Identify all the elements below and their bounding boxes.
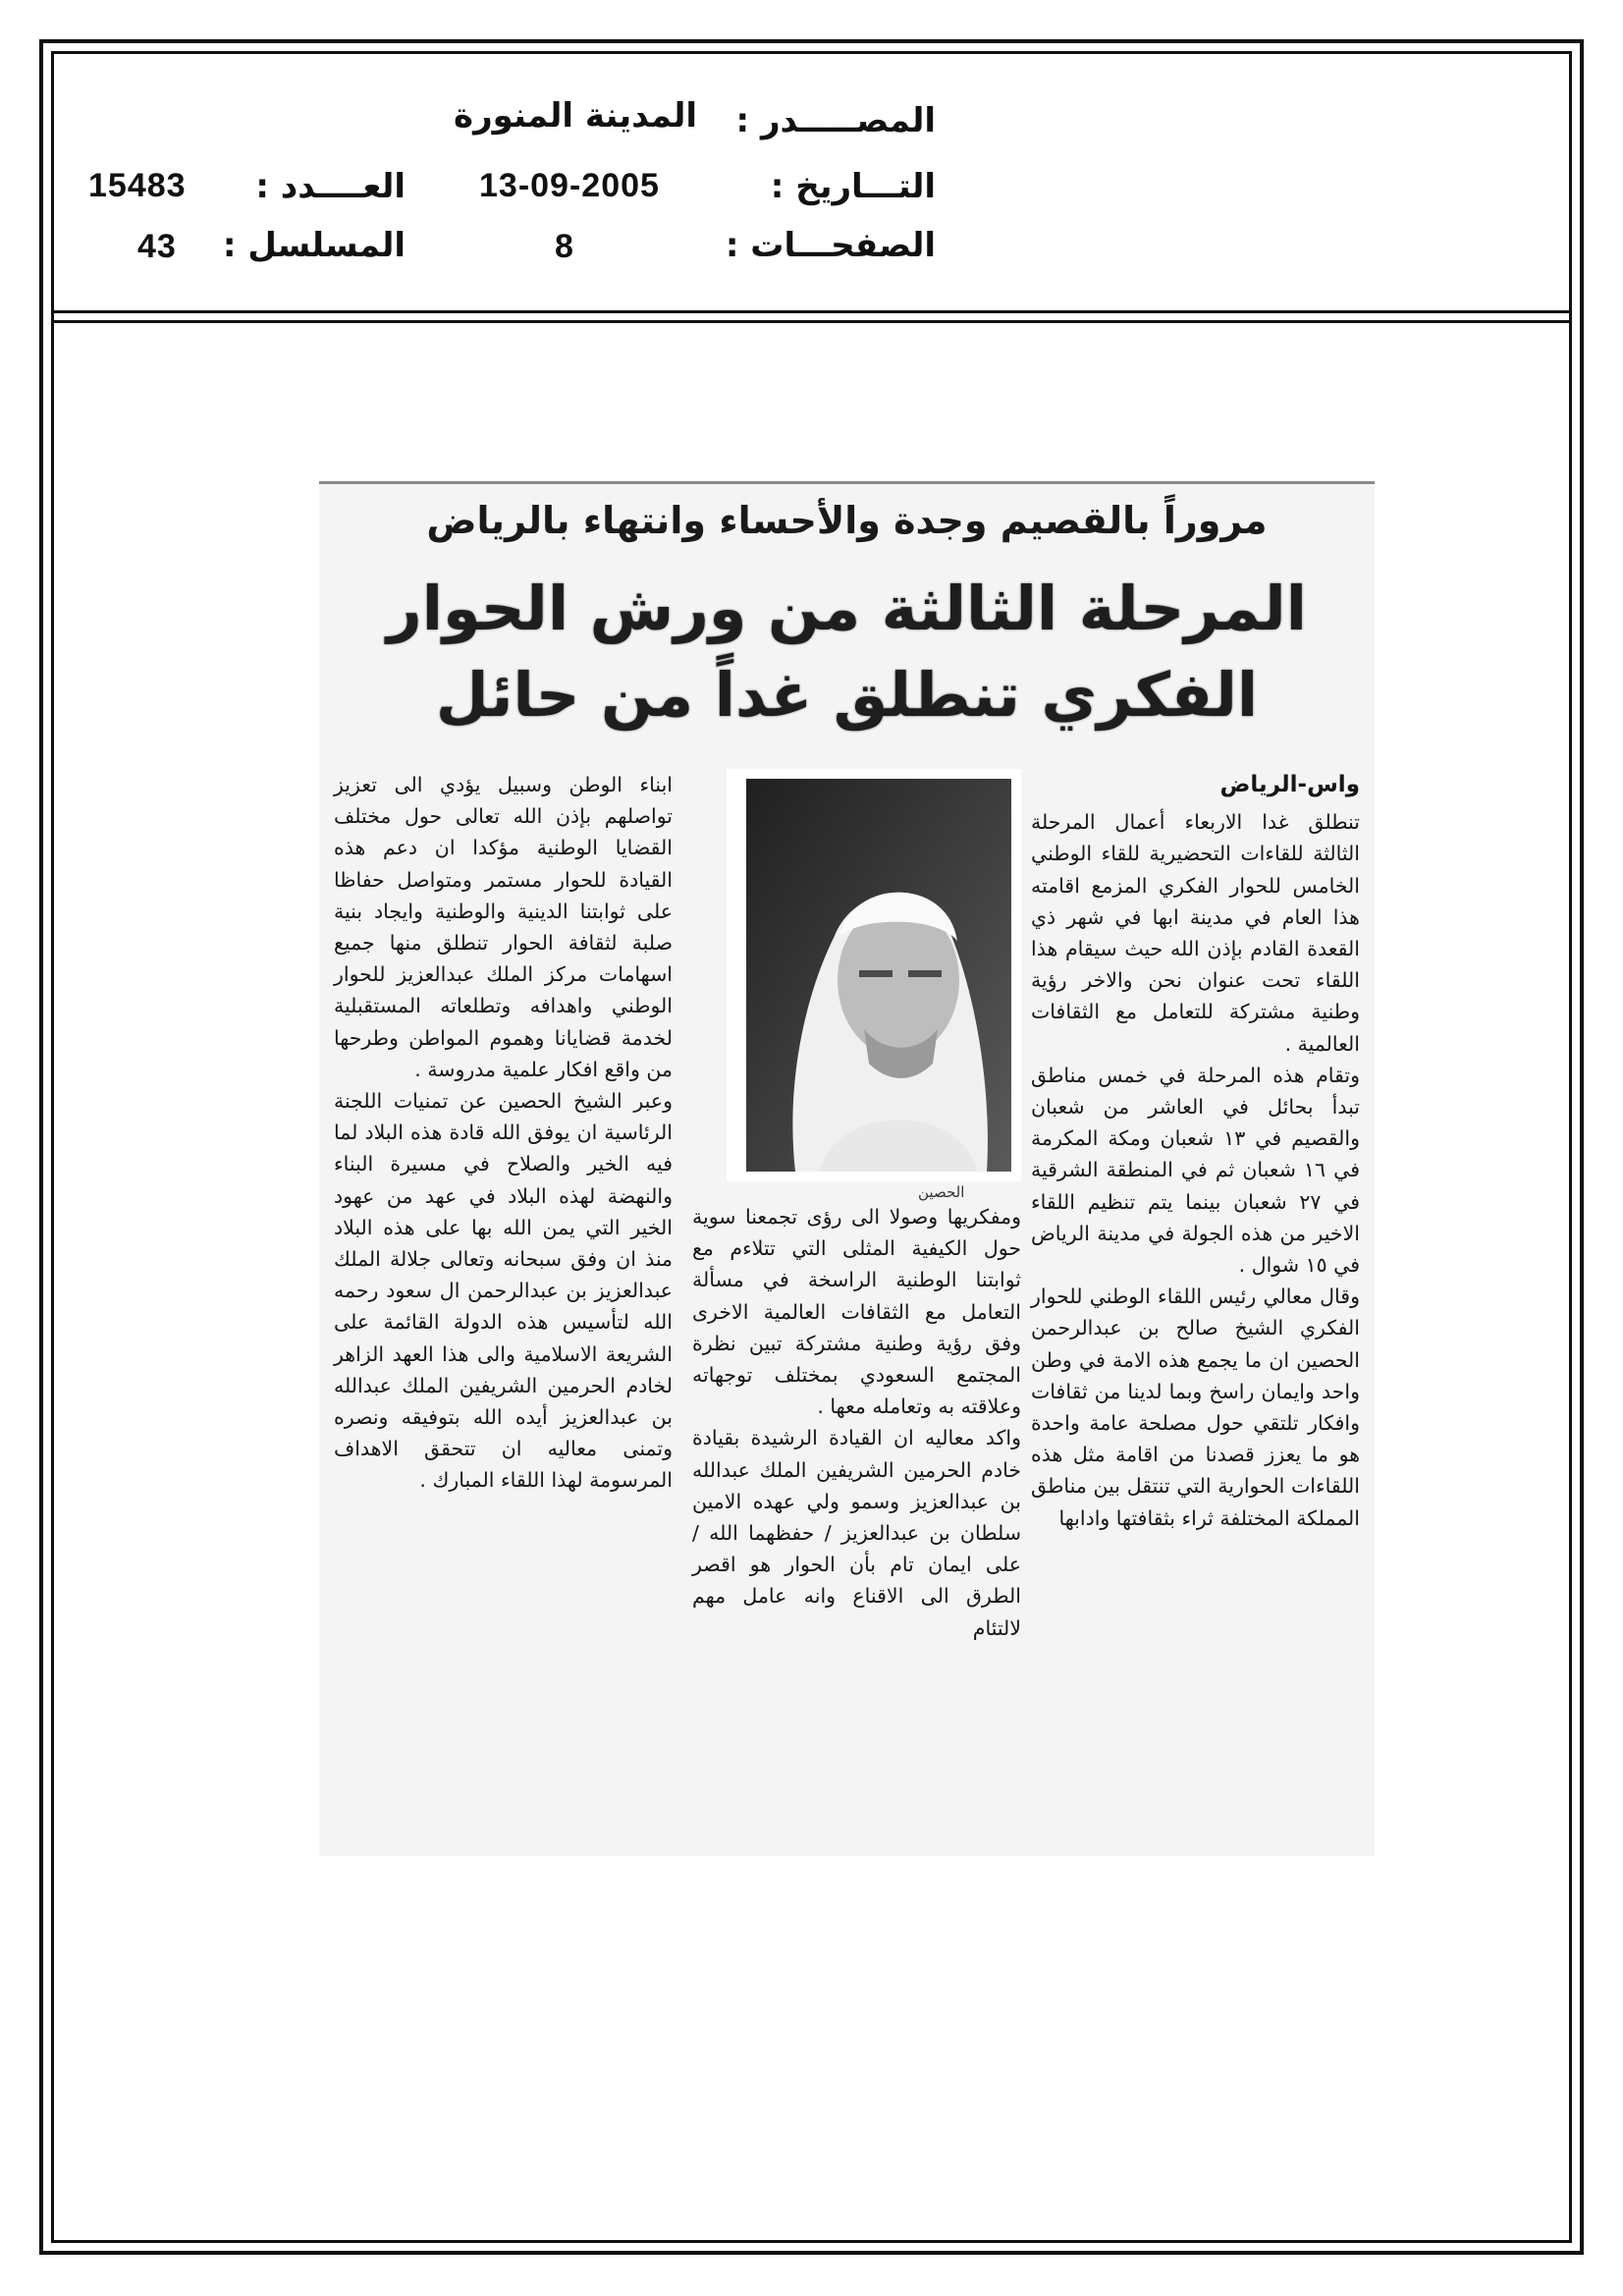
header-divider-top	[51, 310, 1572, 313]
article-headline-line2: الفكري تنطلق غداً من حائل	[435, 659, 1259, 731]
pages-value: 8	[555, 228, 574, 265]
article-kicker: مروراً بالقصيم وجدة والأحساء وانتهاء بالرياض	[426, 499, 1268, 542]
article-headline-line1: المرحلة الثالثة من ورش الحوار	[387, 573, 1307, 644]
column-left-paragraph: وعبر الشيخ الحصين عن تمنيات اللجنة الرئاسية ان يوفق الله قادة هذه البلاد لما فيه الخير والصلاح في مسيرة البناء والنهضة لهذه البلاد في عهد من عهود الخير التي يمن الله بها على هذه البلاد منذ ان وفق سبحانه وتعالى جلالة الملك عبدالعزيز بن عبدالرحمن ال سعود رحمه الله لتأسيس هذه الدولة القائمة على الشريعة الاسلامية والى هذا العهد الزاهر لخادم الحرمين الشريفين الملك عبدالله بن عبدالعزيز أيده الله بتوفيقه ونصره وتمنى معاليه ان تتحقق الاهداف المرسومة لهذا اللقاء المبارك .	[334, 1089, 673, 1493]
issue-value: 15483	[88, 167, 187, 204]
source-label: المصـــــدر :	[735, 101, 936, 140]
column-right-paragraph: وتقام هذه المرحلة في خمس مناطق تبدأ بحائل في العاشر من شعبان والقصيم في ١٣ شعبان ومكة المكرمة في ١٦ شعبان ثم في المنطقة الشرقية في ٢٧ شعبان بينما يتم تنظيم اللقاء الاخير من هذه الجولة في مدينة الرياض في ١٥ شوال .	[1031, 1063, 1361, 1278]
date-value: 13-09-2005	[479, 167, 660, 204]
source-value: المدينة المنورة	[454, 96, 698, 136]
article-column-right	[1031, 769, 1360, 1534]
column-right-paragraph: وقال معالي رئيس اللقاء الوطني للحوار الفكري الشيخ صالح بن عبدالرحمن الحصين ان ما يجمع هذه الامة في وطن واحد وايمان راسخ وبما لدينا من ثقافات وافكار تلتقي حول مصلحة عامة واحدة هو ما يعزز قصدنا من اقامة مثل هذه اللقاءات الحوارية التي تنتقل بين مناطق المملكة المختلفة ثراء بثقافتها وادابها	[1031, 1285, 1360, 1530]
article-column-left	[334, 769, 673, 1497]
column-middle-paragraph: ومفكريها وصولا الى رؤى تجمعنا سوية حول الكيفية المثلى التي تتلاءم مع ثوابتنا الوطنية الراسخة في مسألة التعامل مع الثقافات العالمية الاخرى وفق رؤية وطنية مشتركة تبين نظرة المجتمع السعودي بمختلف توجهاته وعلاقته به وتعامله معها .	[692, 1205, 1021, 1419]
column-left-paragraph: ابناء الوطن وسبيل يؤدي الى تعزيز تواصلهم بإذن الله تعالى حول مختلف القضايا الوطنية مؤكدا ان دعم هذه القيادة للحوار مستمر ومتواصل حفاظا على ثوابتنا الدينية والوطنية وايجاد بنية صلبة لثقافة الحوار تنطلق منها جميع اسهامات مركز الملك عبدالعزيز للحوار الوطني واهدافه وتطلعاته المستقبلية لخدمة قضايانا وهموم المواطن وطرحها من واقع افكار علمية مدروسة .	[334, 773, 673, 1081]
serial-value: 43	[137, 228, 177, 265]
date-label: التـــاريخ :	[770, 167, 936, 206]
issue-label: العــــدد :	[255, 167, 406, 206]
column-right-paragraph: تنطلق غدا الاربعاء أعمال المرحلة الثالثة للقاءات التحضيرية للقاء الوطني الخامس للحوار الفكري المزمع اقامته هذا العام في مدينة ابها في شهر ذي القعدة القادم بإذن الله حيث سيقام هذا اللقاء تحت عنوان نحن والاخر رؤية وطنية مشتركة للتعامل مع الثقافات العالمية .	[1031, 810, 1360, 1056]
photo-caption: الحصين	[918, 1183, 965, 1201]
column-middle-paragraph: واكد معاليه ان القيادة الرشيدة بقيادة خادم الحرمين الشريفين الملك عبدالله بن عبدالعزيز وسمو ولي عهده الامين سلطان بن عبدالعزيز / حفظهما الله / على ايمان تام بأن الحوار هو اقصر الطرق الى الاقناع وانه عامل مهم لالتئام	[692, 1426, 1021, 1640]
newspaper-clipping	[319, 481, 1375, 1856]
pages-label: الصفحـــات :	[725, 226, 936, 265]
header-divider-bottom	[51, 320, 1572, 323]
portrait-image	[727, 769, 1021, 1181]
portrait-photo	[727, 769, 1021, 1181]
article-column-middle	[692, 1201, 1021, 1644]
article-byline: واس-الرياض	[1219, 772, 1360, 797]
serial-label: المسلسل :	[222, 226, 406, 265]
